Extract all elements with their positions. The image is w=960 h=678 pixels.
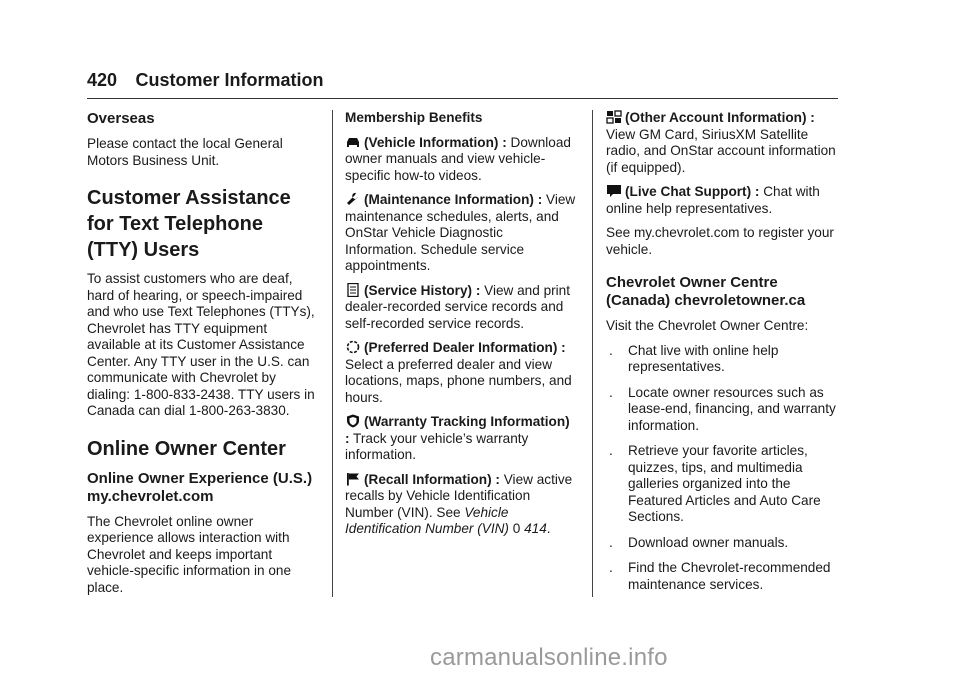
page-ref-glyph: 0 <box>512 521 521 536</box>
list-item: . Retrieve your favorite articles, quizzes, tips, and multimedia galleries organized into the Featured Articles and Auto Care Sections. <box>609 443 821 524</box>
page-title: Customer Information <box>135 70 324 90</box>
recall-info-item: (Recall Information) : View active recalls by Vehicle Identification Number (VIN). See Vehicle Identification Number (VIN) 0 414. <box>345 471 573 536</box>
list-item: . Find the Chevrolet-recommended maintenance services. <box>609 560 831 592</box>
column-3 <box>606 110 842 602</box>
shield-icon <box>345 414 361 428</box>
online-owner-text: The Chevrolet online owner experience allows interaction with Chevrolet and keeps important vehicle-specific information in one place. <box>87 513 292 595</box>
live-chat-item: (Live Chat Support) : Chat with online help representatives. <box>606 184 820 216</box>
service-history-item: (Service History) : View and print dealer-recorded service records and self-recorded service records. <box>345 282 571 331</box>
register-text: See my.chevrolet.com to register your vehicle. <box>606 225 834 257</box>
car-icon <box>345 135 361 149</box>
other-account-item: (Other Account Information) : View GM Card, SiriusXM Satellite radio, and OnStar account information (if equipped). <box>606 110 836 175</box>
column-divider-1 <box>332 110 333 597</box>
page-number: 420 <box>87 70 118 90</box>
document-icon <box>345 283 361 297</box>
online-owner-experience-heading: Online Owner Experience (U.S.) my.chevrolet.com <box>87 469 313 505</box>
overseas-heading: Overseas <box>87 110 155 127</box>
page-header <box>87 70 838 100</box>
list-item: . Download owner manuals. <box>609 534 789 550</box>
preferred-dealer-item: (Preferred Dealer Information) : Select a preferred dealer and view locations, maps, phone numbers, and hours. <box>345 340 572 405</box>
canada-intro-text: Visit the Chevrolet Owner Centre: <box>606 318 809 333</box>
dealer-icon <box>345 340 361 354</box>
column-divider-2 <box>592 110 593 597</box>
chat-icon <box>606 184 622 198</box>
canada-owner-centre-heading: Chevrolet Owner Centre (Canada) chevroletowner.ca <box>606 274 806 309</box>
flag-icon <box>345 472 361 486</box>
tty-text: To assist customers who are deaf, hard of hearing, or speech-impaired and who use Text Telephones (TTYs), Chevrolet has TTY equipment available at its Customer Assistance Center. Any TTY user in the U.S. can communicate with Chevrolet by dialing: 1-800-833-2438. TTY users in Canada can dial 1-800-263-3830. <box>87 271 315 418</box>
maintenance-info-item: (Maintenance Information) : View maintenance schedules, alerts, and OnStar Vehicle Diagnostic Information. Schedule service appointments. <box>345 192 576 273</box>
membership-benefits-heading: Membership Benefits <box>345 110 483 125</box>
vehicle-info-item: (Vehicle Information) : Download owner manuals and view vehicle-specific how-to videos. <box>345 134 571 183</box>
wrench-icon <box>345 192 361 206</box>
warranty-tracking-item: (Warranty Tracking Information) : Track your vehicle’s warranty information. <box>345 414 570 462</box>
vin-page-number: 414 <box>524 521 547 536</box>
online-owner-center-heading: Online Owner Center <box>87 437 286 460</box>
list-item: . Locate owner resources such as lease-end, financing, and warranty information. <box>609 384 836 433</box>
list-item: . Chat live with online help representatives. <box>609 342 779 374</box>
column-1 <box>87 110 317 596</box>
account-icon <box>606 110 622 124</box>
tty-heading: Customer Assistance for Text Telephone (TTY) Users <box>87 187 291 261</box>
column-2 <box>345 110 577 538</box>
vin-reference-link[interactable]: Vehicle Identification Number (VIN) <box>345 504 509 536</box>
watermark: carmanualsonline.info <box>430 644 668 671</box>
header-divider <box>87 98 838 99</box>
overseas-text: Please contact the local General Motors Business Unit. <box>87 136 283 168</box>
